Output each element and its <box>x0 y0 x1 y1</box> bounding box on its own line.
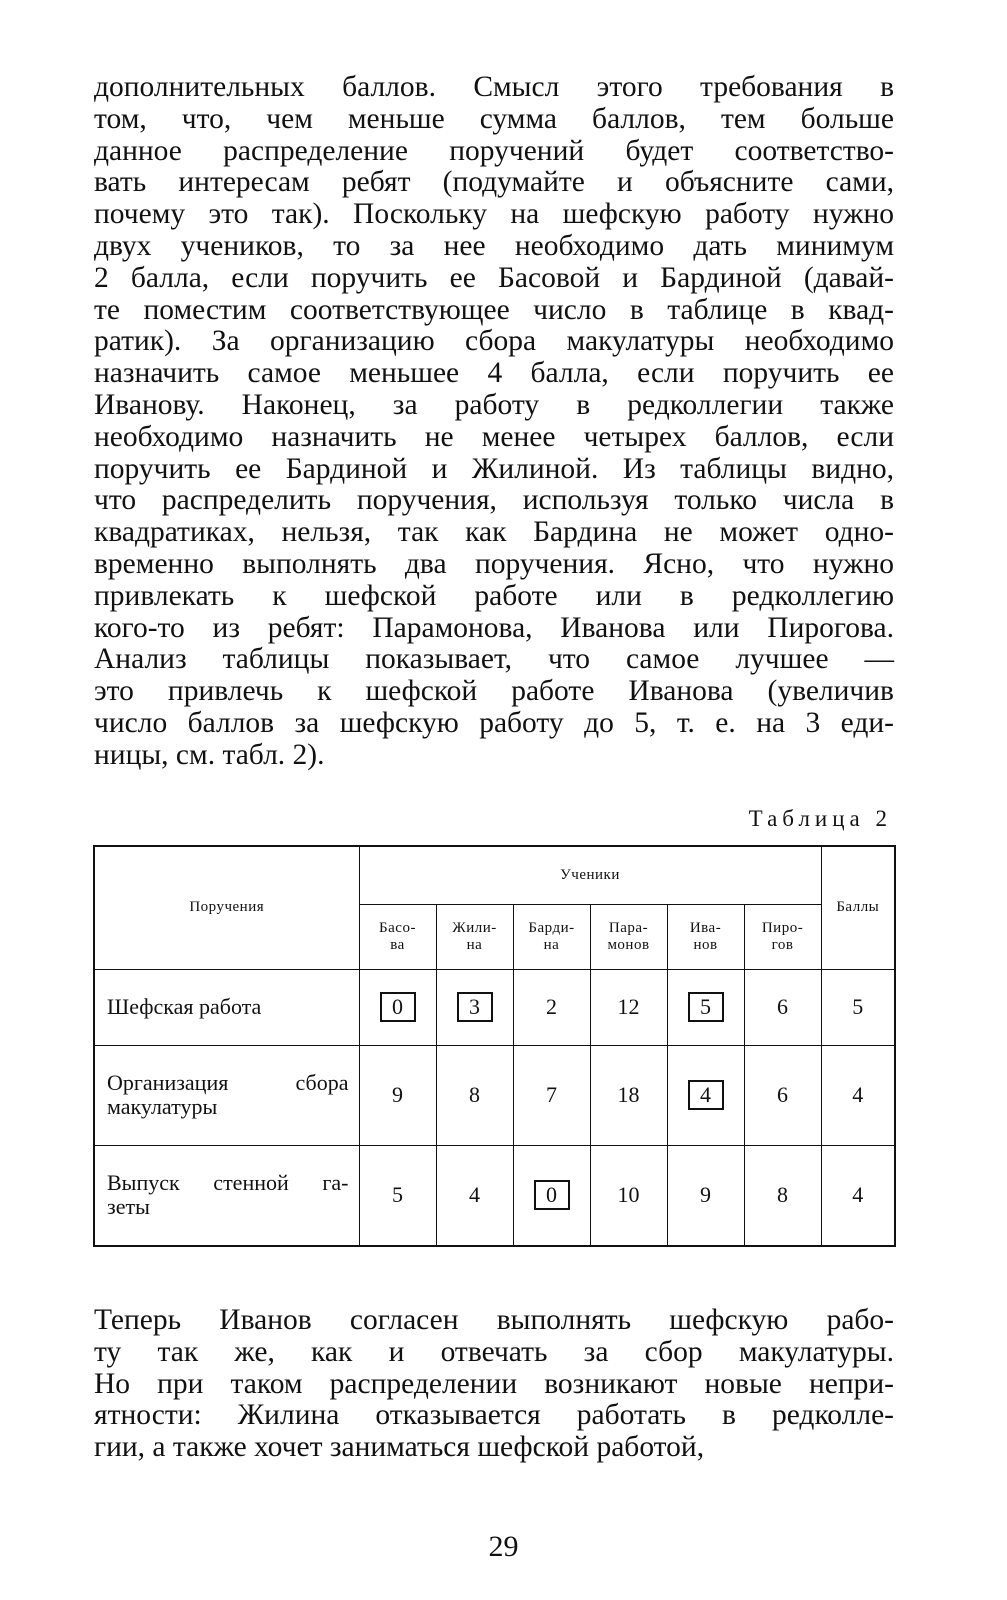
header-student-part: Басо- <box>379 919 416 936</box>
table-row <box>94 1045 895 1145</box>
text-line: данное распределение поручений будет соответство- <box>94 134 894 167</box>
score-cell <box>513 1145 590 1246</box>
table-caption: Таблица 2 <box>748 806 892 831</box>
points-cell: 4 <box>821 1045 895 1145</box>
text-line: 2 балла, если поручить ее Басовой и Бардиной (давай- <box>94 261 894 294</box>
score-value: 12 <box>617 994 640 1019</box>
table-row <box>94 969 895 1045</box>
boxed-score: 4 <box>688 1080 724 1110</box>
header-points: Баллы <box>821 846 895 969</box>
header-tasks: Поручения <box>94 846 359 969</box>
text-line: квадратиках, нельзя, так как Бардина не может одно- <box>94 516 894 549</box>
text-line: те поместим соответствующее число в таблице в квад- <box>94 293 894 326</box>
score-cell <box>667 1045 744 1145</box>
text-line: необходимо назначить не менее четырех баллов, если <box>94 420 894 453</box>
text-line: поручить ее Бардиной и Жилиной. Из таблицы видно, <box>94 452 894 485</box>
text-line: Анализ таблицы показывает, что самое лучшее — <box>94 643 894 676</box>
score-cell <box>436 1145 513 1246</box>
header-student <box>513 904 590 969</box>
header-student-part: Жили- <box>452 919 497 936</box>
text-line: Но при таком распределении возникают новые непри- <box>94 1367 894 1400</box>
header-students: Ученики <box>359 846 821 904</box>
text-line: число баллов за шефскую работу до 5, т. е. на 3 еди- <box>94 706 894 739</box>
header-student-part: на <box>466 936 483 953</box>
header-student <box>667 904 744 969</box>
header-student-part: Пара- <box>608 919 649 936</box>
boxed-score: 5 <box>688 992 724 1022</box>
score-value: 18 <box>617 1082 640 1107</box>
score-value: 4 <box>469 1182 480 1207</box>
task-label-line: Организация сбора <box>107 1070 349 1095</box>
score-value: 5 <box>392 1182 403 1207</box>
task-label-line: Выпуск стенной га- <box>107 1170 349 1195</box>
header-student-part: нов <box>693 936 718 953</box>
text-line: Иванову. Наконец, за работу в редколлегии также <box>94 388 894 421</box>
points-cell: 4 <box>821 1145 895 1246</box>
score-cell <box>513 1045 590 1145</box>
score-cell <box>744 969 821 1045</box>
task-label <box>94 969 359 1045</box>
boxed-score: 0 <box>534 1180 570 1210</box>
task-label <box>94 1145 359 1246</box>
header-student <box>436 904 513 969</box>
text-line: временно выполнять два поручения. Ясно, что нужно <box>94 547 894 580</box>
paragraph-top <box>94 72 894 772</box>
score-cell <box>590 1145 667 1246</box>
score-cell <box>667 1145 744 1246</box>
score-value: 6 <box>777 1082 789 1107</box>
score-cell <box>590 969 667 1045</box>
score-value: 8 <box>469 1082 480 1107</box>
score-cell <box>590 1045 667 1145</box>
assignment-table <box>93 845 896 1247</box>
boxed-score: 0 <box>380 992 416 1022</box>
header-student-part: монов <box>607 936 650 953</box>
score-cell <box>359 1145 436 1246</box>
header-student-part: Пиро- <box>761 919 804 936</box>
score-cell <box>513 969 590 1045</box>
text-line: назначить самое меньшее 4 балла, если поручить ее <box>94 357 894 390</box>
score-cell <box>359 1045 436 1145</box>
score-cell <box>436 969 513 1045</box>
text-line: ницы, см. табл. 2). <box>94 738 325 771</box>
boxed-score: 3 <box>457 992 493 1022</box>
score-value: 9 <box>700 1182 711 1207</box>
score-cell <box>744 1145 821 1246</box>
text-line: кого-то из ребят: Парамонова, Иванова или Пирогова. <box>94 611 894 644</box>
header-student-part: Ива- <box>689 919 722 936</box>
text-line: вать интересам ребят (подумайте и объясните сами, <box>94 166 894 199</box>
table-row <box>94 1145 895 1246</box>
text-line: том, что, чем меньше сумма баллов, тем больше <box>94 102 894 135</box>
points-cell: 5 <box>821 969 895 1045</box>
text-line: ратик). За организацию сбора макулатуры необходимо <box>94 325 894 358</box>
header-student <box>590 904 667 969</box>
score-cell <box>359 969 436 1045</box>
text-line: двух учеников, то за нее необходимо дать минимум <box>94 229 894 262</box>
text-line: ту так же, как и отвечать за сбор макулатуры. <box>94 1335 894 1368</box>
score-value: 8 <box>777 1182 789 1207</box>
score-value: 2 <box>546 994 557 1019</box>
paragraph-bottom <box>94 1305 894 1464</box>
text-line: дополнительных баллов. Смысл этого требования в <box>94 71 894 103</box>
score-value: 7 <box>546 1082 557 1107</box>
task-label-line: Шефская работа <box>107 994 262 1019</box>
text-line: это привлечь к шефской работе Иванова (увеличив <box>94 675 894 708</box>
score-cell <box>667 969 744 1045</box>
page-number: 29 <box>488 1530 519 1563</box>
task-label-line: зеты <box>107 1194 150 1219</box>
header-student-part: гов <box>771 936 794 953</box>
score-value: 10 <box>617 1182 640 1207</box>
header-student-part: на <box>543 936 560 953</box>
text-line: гии, а также хочет заниматься шефской работой, <box>94 1431 705 1464</box>
score-value: 6 <box>777 994 789 1019</box>
score-cell <box>744 1045 821 1145</box>
text-line: привлекать к шефской работе или в редколлегию <box>94 579 894 612</box>
text-line: ятности: Жилина отказывается работать в редколле- <box>94 1399 894 1432</box>
text-line: почему это так). Поскольку на шефскую работу нужно <box>94 198 894 231</box>
score-cell <box>436 1045 513 1145</box>
task-label <box>94 1045 359 1145</box>
header-student <box>744 904 821 969</box>
task-label-line: макулатуры <box>107 1094 218 1119</box>
score-value: 9 <box>392 1082 403 1107</box>
text-line: что распределить поручения, используя только числа в <box>94 484 894 517</box>
text-line: Теперь Иванов согласен выполнять шефскую рабо- <box>94 1304 894 1336</box>
header-student-part: Барди- <box>528 919 575 936</box>
header-student-part: ва <box>390 936 405 953</box>
header-student <box>359 904 436 969</box>
